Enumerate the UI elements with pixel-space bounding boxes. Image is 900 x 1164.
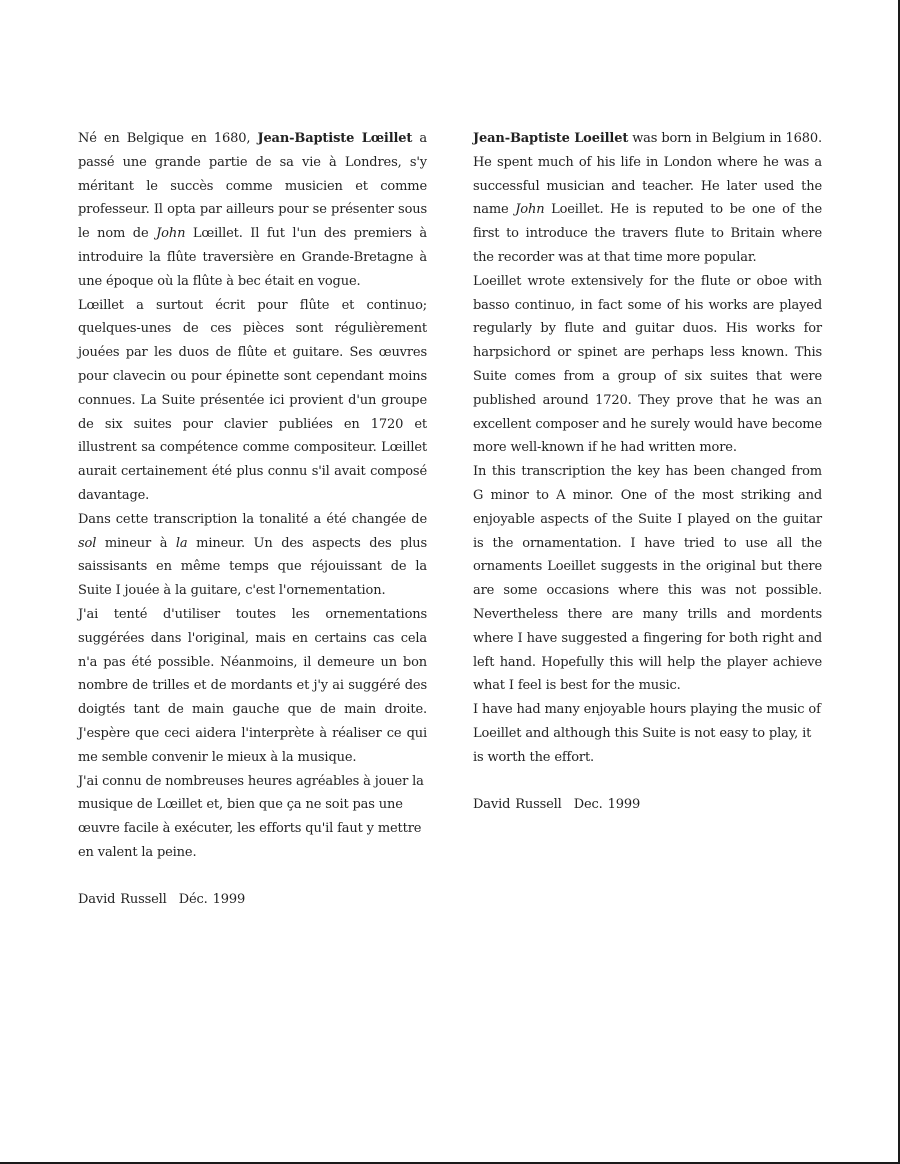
fr-paragraph-5: J'ai connu de nombreuses heures agréables à jouer la musique de Lœillet et, bien que ça ne soit pas une œuvre facile à exécuter, les efforts qu'il faut y mettre en valent la peine. [78,773,424,860]
fr-paragraph-2: Lœillet a surtout écrit pour flûte et continuo; quelques-unes de ces pièces sont régulièrement jouées par les duos de flûte et guitare. Ses œuvres pour clavecin ou pour épinette sont cependant moins connues. La Suite présentée ici provient d'un groupe de six suites pour clavier publiées en 1720 et illustrent sa compétence comme compositeur. Lœillet aurait certainement été plus connu s'il avait composé davantage. [78,297,427,503]
fr-p1-text-b: Lœillet. Il fut l'un des premiers à introduire la flûte traversière en Grande-Bretagne à une époque où la flûte à bec était en vogue. [78,226,428,289]
fr-signature [78,888,427,912]
en-paragraph-3: In this transcription the key has been changed from G minor to A minor. One of the most striking and enjoyable aspects of the Suite I played on the guitar is the ornamentation. I have tried to use all the ornaments Loeillet suggests in the original but there are some occasions where this was not possible. Nevertheless there are many trills and mordents where I have suggested a fingering for both right and left hand. Hopefully this will help the player achieve what I feel is best for the music. [473,464,822,694]
en-signature-date: Dec. 1999 [573,796,641,812]
fr-p1-text-a: a passé une grande partie de sa vie à Londres, s'y méritant le succès comme musicien et comme professeur. Il opta par ailleurs pour se présenter sous le nom de [78,131,428,242]
fr-p3-text-c: mineur. Un des aspects des plus saissisants en même temps que réjouissant de la Suite I jouée à la guitare, c'est l'ornementation. [78,535,428,599]
fr-paragraph-3 [78,508,427,603]
fr-paragraph-1 [78,127,427,294]
fr-signature-name: David Russell [78,891,167,907]
en-p1-text-a: was born in Belgium in 1680. He spent much of his life in London where he was a successful musician and teacher. He later used the name [473,131,822,218]
en-paragraph-1 [473,127,822,270]
fr-p1-john: John [156,226,186,242]
en-composer-name: Jean-Baptiste Loeillet [473,131,629,146]
fr-composer-name: Jean-Baptiste Lœillet [257,131,413,146]
fr-p3-la: la [175,535,188,551]
en-p1-text-b: Loeillet. He is reputed to be one of the first to introduce the travers flute to Britain where the recorder was at that time more popular. [473,202,823,265]
fr-signature-date: Déc. 1999 [178,891,246,907]
en-signature [473,793,822,817]
en-signature-name: David Russell [473,796,562,812]
en-p1-john: John [515,202,545,218]
fr-p3-sol: sol [78,535,97,551]
fr-p3-text-b: mineur à [104,535,168,551]
french-column [78,127,427,912]
fr-paragraph-4: J'ai tenté d'utiliser toutes les ornementations suggérées dans l'original, mais en certains cas cela n'a pas été possible. Néanmoins, il demeure un bon nombre de trilles et de mordants et j'y ai suggéré des doigtés tant de main gauche que de main droite. J'espère que ceci aidera l'interprète à réaliser ce qui me semble convenir le mieux à la musique. [78,606,427,765]
fr-p3-text-a: Dans cette transcription la tonalité a été changée de [78,511,427,527]
en-paragraph-4: I have had many enjoyable hours playing the music of Loeillet and although this Suite is not easy to play, it is worth the effort. [473,702,821,765]
english-column [473,127,822,816]
fr-p1-intro: Né en Belgique en 1680, [78,131,251,146]
en-paragraph-2: Loeillet wrote extensively for the flute or oboe with basso continuo, in fact some of his works are played regularly by flute and guitar duos. His works for harpsichord or spinet are perhaps less known. This Suite comes from a group of six suites that were published around 1720. They prove that he was an excellent composer and he surely would have become more well-known if he had written more. [473,273,822,456]
